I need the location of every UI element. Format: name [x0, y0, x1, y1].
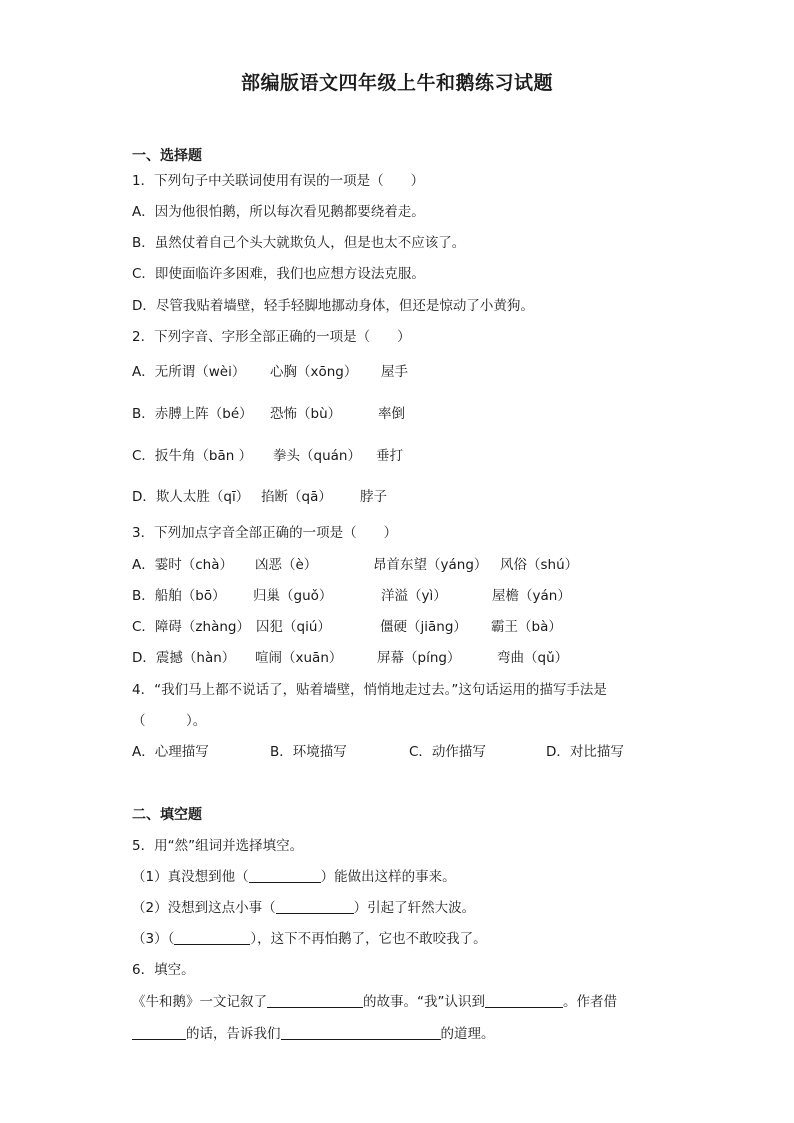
q5-sentence-3: （3）（ ），这下不再怕鹅了，它也不敢咬我了。 — [132, 931, 487, 947]
q2-a-word1: A．无所谓（wèi） — [132, 364, 246, 380]
q6-stem: 6．填空。 — [132, 962, 195, 978]
q2-a-word2: 心胸（xōng） — [270, 364, 358, 380]
q3-option-d — [132, 648, 612, 668]
q2-d-word2: 掐断（qā） — [261, 489, 332, 505]
q3-a-word1: A．霎时（chà） — [132, 557, 233, 573]
q3-c-word1: C．障碍（zhàng） — [132, 619, 250, 635]
q4-option-d: D．对比描写 — [546, 744, 624, 760]
q6-line-2: 的话，告诉我们 的道理。 — [132, 1024, 495, 1044]
page-title: 部编版语文四年级上牛和鹅练习试题 — [240, 72, 553, 94]
q3-c-word3: 僵硬（jiāng） — [380, 619, 467, 635]
q3-option-a — [132, 555, 612, 575]
q4-options — [132, 742, 652, 762]
q3-d-word2: 喧闹（xuān） — [255, 650, 343, 666]
q5-blank-3[interactable] — [174, 930, 250, 945]
q2-option-c — [132, 446, 532, 466]
q5-blank-2[interactable] — [276, 899, 354, 914]
q4-option-c: C．动作描写 — [409, 744, 486, 760]
q6-blank-4[interactable] — [281, 1025, 441, 1040]
q6-blank-3[interactable] — [132, 1025, 186, 1040]
q3-option-c — [132, 617, 612, 637]
q4-option-b: B．环境描写 — [270, 744, 347, 760]
q2-c-word1: C．扳牛角（bān ） — [132, 448, 253, 464]
q2-a-word3: 屋手 — [381, 364, 408, 380]
q1-stem: 1．下列句子中关联词使用有误的一项是（ ） — [132, 173, 425, 189]
q3-a-word3: 昂首东望（yáng） — [373, 557, 488, 573]
q2-c-word3: 垂打 — [376, 448, 403, 464]
q3-c-word2: 囚犯（qiú） — [256, 619, 331, 635]
q3-a-word4: 风俗（shú） — [500, 557, 579, 573]
q5-stem: 5．用“然”组词并选择填空。 — [132, 838, 304, 854]
q3-option-b — [132, 586, 612, 606]
q2-d-word1: D．欺人太胜（qī） — [132, 489, 250, 505]
q6-line-1: 《牛和鹅》一文记叙了 的故事。“我”认识到 。作者借 — [132, 994, 617, 1010]
q3-b-word1: B．船舶（bō） — [132, 588, 226, 604]
q1-option-c: C．即使面临许多困难，我们也应想方设法克服。 — [132, 266, 425, 282]
q2-option-d — [132, 487, 532, 507]
q3-b-word3: 洋溢（yì） — [381, 588, 447, 604]
q6-blank-1[interactable] — [267, 993, 363, 1008]
q4-stem-blank: （ ）。 — [132, 713, 207, 729]
q3-a-word2: 凶恶（è） — [255, 557, 318, 573]
section-fill-heading: 二、填空题 — [132, 807, 202, 823]
q5-sentence-2: （2）没想到这点小事（ ）引起了轩然大波。 — [132, 900, 476, 916]
q2-stem: 2．下列字音、字形全部正确的一项是（ ） — [132, 329, 411, 345]
q3-d-word3: 屏幕（píng） — [377, 650, 461, 666]
q2-b-word2: 恐怖（bù） — [270, 406, 342, 422]
q3-c-word4: 霸王（bà） — [491, 619, 562, 635]
q2-option-b — [132, 404, 532, 424]
q1-option-b: B．虽然仗着自己个头大就欺负人，但是也太不应该了。 — [132, 235, 466, 251]
q4-option-a: A．心理描写 — [132, 744, 209, 760]
q2-b-word3: 率倒 — [378, 406, 405, 422]
q2-c-word2: 拳头（quán） — [273, 448, 361, 464]
q3-b-word4: 屋檐（yán） — [492, 588, 571, 604]
q1-option-a: A．因为他很怕鹅，所以每次看见鹅都要绕着走。 — [132, 204, 425, 220]
q3-d-word4: 弯曲（qǔ） — [497, 650, 569, 666]
q5-sentence-1: （1）真没想到他（ ）能做出这样的事来。 — [132, 869, 456, 885]
q1-option-d: D．尽管我贴着墙壁，轻手轻脚地挪动身体，但还是惊动了小黄狗。 — [132, 298, 534, 314]
q4-stem: 4．“我们马上都不说话了，贴着墙壁，悄悄地走过去。”这句话运用的描写手法是 — [132, 682, 607, 698]
q6-blank-2[interactable] — [485, 993, 563, 1008]
q3-d-word1: D．震撼（hàn） — [132, 650, 236, 666]
q2-b-word1: B．赤膊上阵（bé） — [132, 406, 253, 422]
q2-option-a — [132, 362, 532, 382]
q3-b-word2: 归巢（guǒ） — [253, 588, 333, 604]
q3-stem: 3．下列加点字音全部正确的一项是（ ） — [132, 525, 398, 541]
section-choice-heading: 一、选择题 — [132, 148, 202, 164]
q5-blank-1[interactable] — [249, 868, 321, 883]
q2-d-word3: 脖子 — [360, 489, 387, 505]
